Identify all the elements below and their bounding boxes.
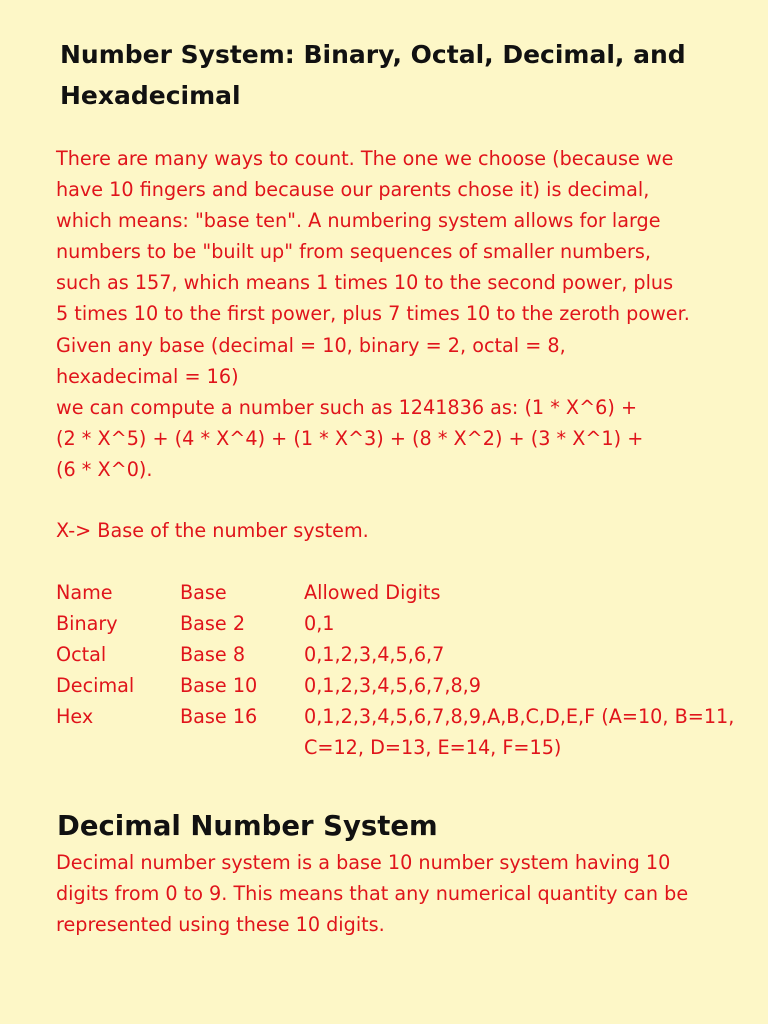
table-header-digits: Allowed Digits — [304, 581, 441, 604]
intro-line: have 10 fingers and because our parents chose it) is decimal, — [56, 178, 650, 202]
number-system-name: Binary — [56, 612, 118, 635]
intro-line: (6 * X^0). — [56, 457, 153, 481]
intro-line: (2 * X^5) + (4 * X^4) + (1 * X^3) + (8 * X^2) + (3 * X^1) + — [56, 426, 644, 450]
intro-line: hexadecimal = 16) — [56, 364, 239, 388]
table-header-row — [56, 577, 766, 608]
intro-paragraph — [56, 143, 768, 485]
table-row — [56, 670, 766, 701]
number-system-name: Hex — [56, 705, 94, 728]
allowed-digits: 0,1 — [304, 612, 335, 635]
table-header-base: Base — [180, 581, 227, 604]
page-title-line-2: Hexadecimal — [60, 81, 241, 110]
number-system-table — [56, 577, 766, 763]
intro-line: There are many ways to count. The one we choose (because we — [56, 147, 674, 170]
table-row — [56, 608, 766, 639]
table-row — [56, 701, 766, 763]
intro-line: which means: "base ten". A numbering system allows for large — [56, 209, 661, 233]
intro-line: numbers to be "built up" from sequences of smaller numbers, — [56, 240, 651, 264]
decimal-text-line: Decimal number system is a base 10 number system having 10 — [56, 851, 671, 874]
number-system-name: Octal — [56, 643, 107, 666]
intro-line: such as 157, which means 1 times 10 to the second power, plus — [56, 271, 674, 295]
table-header-name: Name — [56, 581, 113, 604]
intro-line: Given any base (decimal = 10, binary = 2, octal = 8, — [56, 333, 566, 357]
number-system-base: Base 10 — [180, 674, 258, 697]
allowed-digits: 0,1,2,3,4,5,6,7 — [304, 643, 445, 666]
page-title-line-1: Number System: Binary, Octal, Decimal, and — [60, 40, 686, 69]
decimal-section-text — [56, 847, 768, 941]
number-system-name: Decimal — [56, 674, 135, 697]
intro-line: we can compute a number such as 1241836 as: (1 * X^6) + — [56, 395, 638, 419]
number-system-base: Base 16 — [180, 705, 258, 728]
decimal-text-line: digits from 0 to 9. This means that any numerical quantity can be — [56, 882, 689, 906]
allowed-digits: 0,1,2,3,4,5,6,7,8,9 — [304, 674, 481, 697]
base-explanation: X-> Base of the number system. — [56, 519, 369, 542]
page-title — [60, 34, 765, 116]
intro-line: 5 times 10 to the first power, plus 7 times 10 to the zeroth power. — [56, 302, 690, 326]
number-system-base: Base 2 — [180, 612, 246, 635]
decimal-section-heading: Decimal Number System — [57, 810, 438, 842]
allowed-digits: 0,1,2,3,4,5,6,7,8,9,A,B,C,D,E,F (A=10, B=11, C=12, D=13, E=14, F=15) — [304, 705, 735, 759]
number-system-base: Base 8 — [180, 643, 246, 666]
table-row — [56, 639, 766, 670]
decimal-text-line: represented using these 10 digits. — [56, 913, 385, 937]
